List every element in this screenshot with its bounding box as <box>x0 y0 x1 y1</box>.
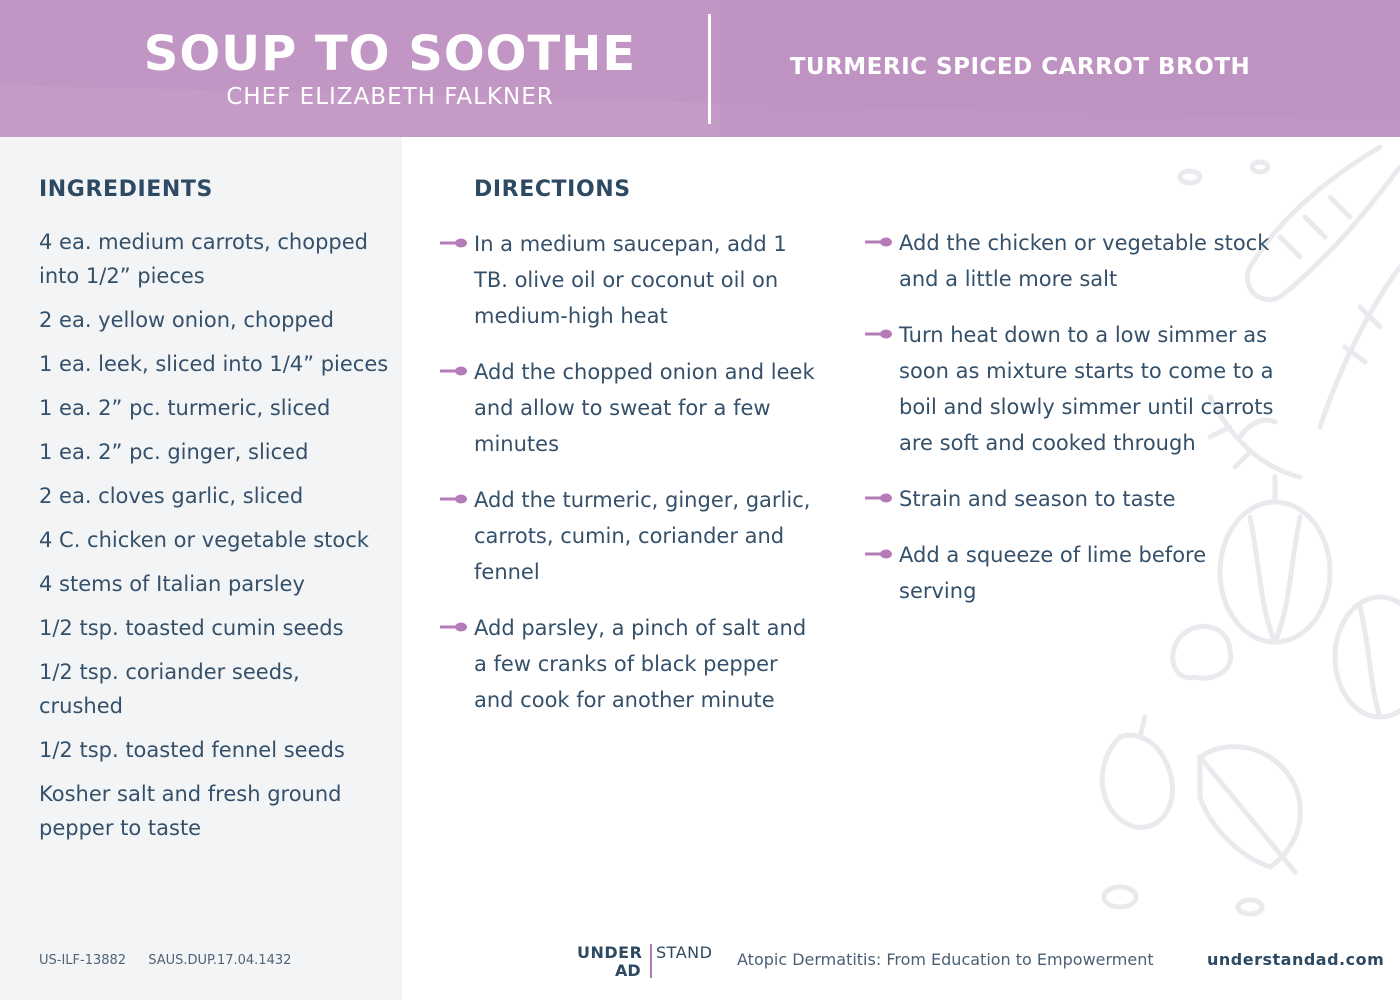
logo-text-under: UNDER <box>577 943 643 962</box>
chef-name: CHEF ELIZABETH FALKNER <box>226 84 554 110</box>
recipe-name: TURMERIC SPICED CARROT BROTH <box>789 54 1251 80</box>
logo-text-ad: AD <box>615 961 641 980</box>
ingredient-item: 2 ea. yellow onion, chopped <box>39 308 335 332</box>
ingredient-item: 1 ea. 2” pc. ginger, sliced <box>39 440 309 464</box>
direction-step-text: Add parsley, a pinch of salt and a few cranks of black pepper and cook for another minute <box>474 616 807 712</box>
direction-step <box>865 537 1285 609</box>
spoon-bullet-icon <box>865 236 893 248</box>
directions-list-left <box>440 226 820 738</box>
document-code: SAUS.DUP.17.04.1432 <box>148 953 292 968</box>
directions-heading: DIRECTIONS <box>474 177 631 202</box>
ingredient-item: 4 C. chicken or vegetable stock <box>39 528 369 552</box>
spoon-bullet-icon <box>865 328 893 340</box>
direction-step <box>865 225 1285 297</box>
ingredient-item: 4 stems of Italian parsley <box>39 572 305 596</box>
direction-step-text: Strain and season to taste <box>899 487 1176 511</box>
ingredient-item: Kosher salt and fresh ground pepper to taste <box>39 782 342 840</box>
recipe-collection-title: SOUP TO SOOTHE <box>143 26 637 82</box>
spoon-bullet-icon <box>440 621 468 633</box>
campaign-tagline: Atopic Dermatitis: From Education to Empowerment <box>737 950 1154 969</box>
direction-step <box>440 226 820 334</box>
ingredients-list <box>39 225 389 855</box>
ingredient-item: 1/2 tsp. coriander seeds, crushed <box>39 660 300 718</box>
ingredients-heading: INGREDIENTS <box>39 177 213 202</box>
direction-step-text: Add the chopped onion and leek and allow to sweat for a few minutes <box>474 360 815 456</box>
direction-step <box>440 482 820 590</box>
spoon-bullet-icon <box>440 365 468 377</box>
document-codes <box>39 953 309 968</box>
ingredient-item: 1 ea. leek, sliced into 1/4” pieces <box>39 352 389 376</box>
spoon-bullet-icon <box>440 493 468 505</box>
document-code: US-ILF-13882 <box>39 953 127 968</box>
ingredient-item: 1/2 tsp. toasted fennel seeds <box>39 738 345 762</box>
direction-step-text: Turn heat down to a low simmer as soon as mixture starts to come to a boil and slowly simmer until carrots are soft and cooked through <box>899 323 1274 455</box>
direction-step <box>865 481 1285 517</box>
logo-divider <box>650 944 652 978</box>
ingredient-item: 2 ea. cloves garlic, sliced <box>39 484 304 508</box>
direction-step <box>440 610 820 718</box>
spoon-bullet-icon <box>865 548 893 560</box>
header-divider <box>708 14 711 124</box>
direction-step-text: Add the turmeric, ginger, garlic, carrots, cumin, coriander and fennel <box>474 488 811 584</box>
logo-text-stand: STAND <box>656 943 713 962</box>
direction-step <box>865 317 1285 461</box>
direction-step-text: Add the chicken or vegetable stock and a little more salt <box>899 231 1270 291</box>
header-banner <box>0 0 1400 137</box>
ingredient-item: 4 ea. medium carrots, chopped into 1/2” pieces <box>39 230 368 288</box>
ingredient-item: 1 ea. 2” pc. turmeric, sliced <box>39 396 331 420</box>
direction-step-text: In a medium saucepan, add 1 TB. olive oil or coconut oil on medium-high heat <box>474 232 787 328</box>
direction-step-text: Add a squeeze of lime before serving <box>899 543 1207 603</box>
spoon-bullet-icon <box>865 492 893 504</box>
ingredient-item: 1/2 tsp. toasted cumin seeds <box>39 616 344 640</box>
spoon-bullet-icon <box>440 237 468 249</box>
website-link[interactable]: understandad.com <box>1207 950 1385 969</box>
direction-step <box>440 354 820 462</box>
directions-list-right <box>865 225 1285 629</box>
